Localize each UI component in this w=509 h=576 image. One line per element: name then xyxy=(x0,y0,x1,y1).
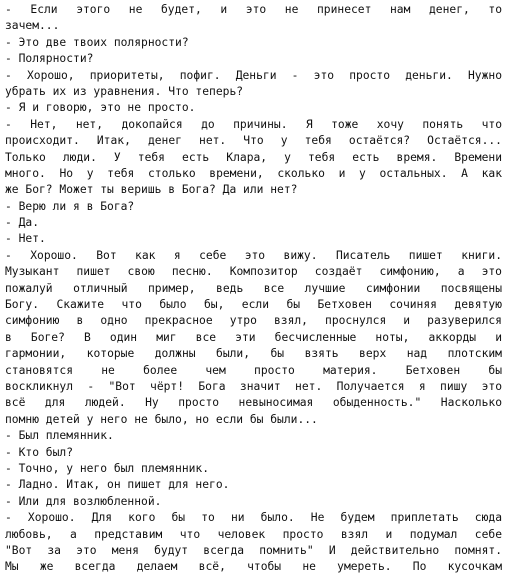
text-line: - Если этого не будет, и это не принесет нам денег, то xyxy=(5,3,502,16)
text-line: - Я и говорю, это не просто. xyxy=(5,101,196,115)
text-line: воскликнул - "Вот чёрт! Бога значит нет. Получается я пишу это xyxy=(5,379,502,393)
text-line: - Кто был? xyxy=(5,445,74,459)
text-line: - Был племянник. xyxy=(5,429,114,443)
text-line: убрать их из уравнения. Что теперь? xyxy=(5,84,244,98)
text-line: в Боге? В один миг все эти бесчисленные ноты, аккорды и xyxy=(5,330,502,344)
text-line: - Да. xyxy=(5,216,40,230)
text-line: гармонии, которые должны были, бы взять верх над плотским xyxy=(5,347,502,361)
text-line: Только люди. У тебя есть Клара, у тебя есть время. Времени xyxy=(5,150,502,164)
text-line: становятся не более чем просто материя. Бетховен бы xyxy=(5,363,502,377)
text-line: симфонию в одно прекрасное утро взял, проснулся и разуверился xyxy=(5,314,502,328)
document-text xyxy=(5,2,502,576)
text-line: - Ладно. Итак, он пишет для него. xyxy=(5,478,230,492)
text-line: - Нет, нет, докопайся до причины. Я тоже хочу понять что xyxy=(5,117,502,131)
text-line: "Вот за это меня будут всегда помнить" И действительно помнят. xyxy=(5,543,502,557)
text-line: же Бог? Может ты веришь в Бога? Да или нет? xyxy=(5,183,298,197)
text-line: - Хорошо, приоритеты, пофиг. Деньги - это просто деньги. Нужно xyxy=(5,68,502,82)
text-line: - Полярности? xyxy=(5,52,94,66)
text-line: Мы же всегда делаем всё, чтобы не умереть. По кусочкам xyxy=(5,560,502,574)
text-line: происходит. Итак, денег нет. Что у тебя остаётся? Остаётся... xyxy=(5,134,502,148)
text-line: всё для людей. Ну просто невыносимая обыденность." Насколько xyxy=(5,396,502,410)
text-line: - Или для возлюбленной. xyxy=(5,494,162,508)
text-line: зачем... xyxy=(5,19,60,33)
text-line: много. Но у тебя столько времени, сколько и у остальных. А как xyxy=(5,166,502,180)
text-line: помню детей у него не было, но если бы были... xyxy=(5,412,318,426)
text-line: - Точно, у него был племянник. xyxy=(5,461,210,475)
text-line: пожалуй отличный пример, ведь все лучшие симфонии посвящены xyxy=(5,281,502,295)
text-line: - Нет. xyxy=(5,232,46,246)
text-line: Богу. Скажите что было бы, если бы Бетховен сочиняя девятую xyxy=(5,298,502,312)
text-line: любовь, а представим что человек просто взял и подумал себе xyxy=(5,527,502,541)
text-line: - Хорошо. Вот как я себе это вижу. Писатель пишет книги. xyxy=(5,248,502,262)
text-line: - Хорошо. Для кого бы то ни было. Не будем приплетать сюда xyxy=(5,511,502,525)
text-line: - Верю ли я в Бога? xyxy=(5,199,135,213)
text-line: - Это две твоих полярности? xyxy=(5,35,189,49)
text-line: Музыкант пишет свою песню. Композитор создаёт симфонию, а это xyxy=(5,265,502,279)
